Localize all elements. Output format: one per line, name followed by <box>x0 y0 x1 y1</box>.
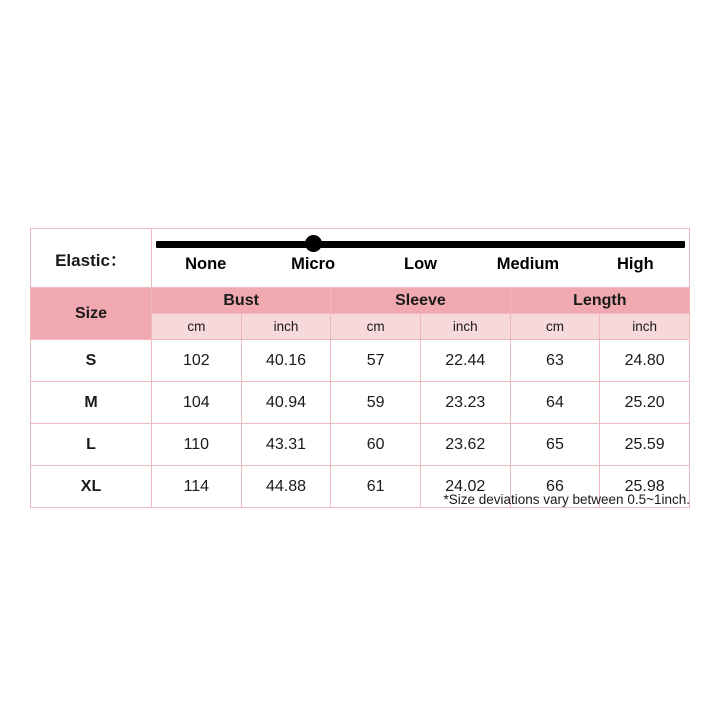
elastic-level-micro: Micro <box>291 255 336 273</box>
size-column-header: Size <box>31 288 152 340</box>
unit-header-bust-cm: cm <box>152 314 242 340</box>
cell-xl-sleeve-inch: 24.02 <box>420 466 510 508</box>
cell-xl-sleeve-cm: 61 <box>331 466 421 508</box>
cell-xl-bust-inch: 44.88 <box>241 466 331 508</box>
group-header-sleeve: Sleeve <box>331 288 510 314</box>
cell-m-sleeve-cm: 59 <box>331 382 421 424</box>
cell-s-sleeve-cm: 57 <box>331 340 421 382</box>
cell-m-bust-inch: 40.94 <box>241 382 331 424</box>
cell-m-length-inch: 25.20 <box>600 382 690 424</box>
cell-m-length-cm: 64 <box>510 382 600 424</box>
elastic-level-labels <box>152 255 689 274</box>
cell-s-bust-inch: 40.16 <box>241 340 331 382</box>
unit-header-sleeve-inch: inch <box>420 314 510 340</box>
elastic-level-low: Low <box>404 255 438 273</box>
group-header-bust: Bust <box>152 288 331 314</box>
cell-l-length-inch: 25.59 <box>600 424 690 466</box>
row-size-m: M <box>31 382 152 424</box>
elastic-level-none: None <box>185 255 227 273</box>
cell-s-sleeve-inch: 22.44 <box>420 340 510 382</box>
unit-header-length-inch: inch <box>600 314 690 340</box>
cell-l-sleeve-inch: 23.62 <box>420 424 510 466</box>
cell-s-length-inch: 24.80 <box>600 340 690 382</box>
cell-l-bust-cm: 110 <box>152 424 242 466</box>
cell-xl-bust-cm: 114 <box>152 466 242 508</box>
unit-header-length-cm: cm <box>510 314 600 340</box>
row-size-s: S <box>31 340 152 382</box>
table-row <box>31 382 690 424</box>
elastic-scale <box>152 229 689 287</box>
elastic-row <box>31 229 690 288</box>
unit-header-sleeve-cm: cm <box>331 314 421 340</box>
unit-header-bust-inch: inch <box>241 314 331 340</box>
elastic-scale-cell <box>152 229 690 288</box>
size-deviation-note: *Size deviations vary between 0.5~1inch. <box>443 492 690 507</box>
row-size-l: L <box>31 424 152 466</box>
table-row <box>31 424 690 466</box>
group-header-length: Length <box>510 288 689 314</box>
cell-l-length-cm: 65 <box>510 424 600 466</box>
table-row <box>31 340 690 382</box>
elastic-label: Elastic： <box>31 229 152 288</box>
cell-s-length-cm: 63 <box>510 340 600 382</box>
cell-l-sleeve-cm: 60 <box>331 424 421 466</box>
cell-xl-length-cm: 66 <box>510 466 600 508</box>
elastic-level-medium: Medium <box>496 255 560 273</box>
elastic-level-high: High <box>616 255 654 273</box>
cell-s-bust-cm: 102 <box>152 340 242 382</box>
cell-m-sleeve-inch: 23.23 <box>420 382 510 424</box>
cell-m-bust-cm: 104 <box>152 382 242 424</box>
elastic-bar <box>156 241 685 248</box>
cell-xl-length-inch: 25.98 <box>600 466 690 508</box>
row-size-xl: XL <box>31 466 152 508</box>
cell-l-bust-inch: 43.31 <box>241 424 331 466</box>
group-header-row <box>31 288 690 314</box>
size-chart-table <box>30 228 690 508</box>
